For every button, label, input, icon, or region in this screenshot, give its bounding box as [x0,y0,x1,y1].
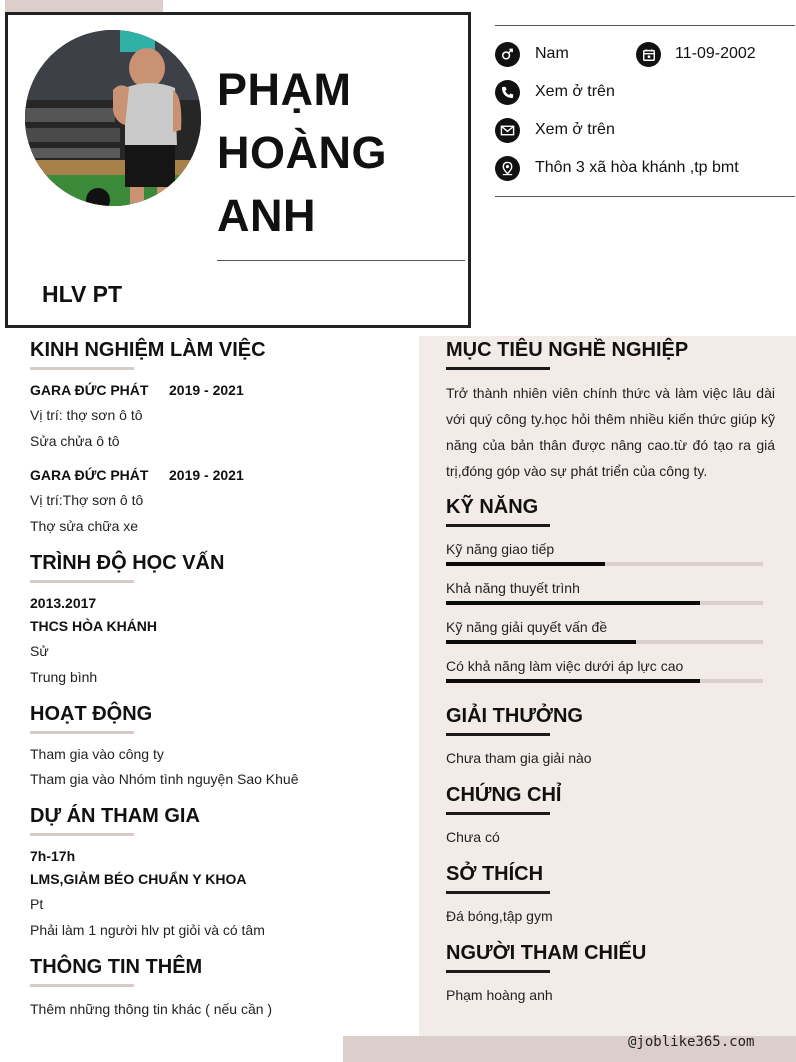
skills-underline [446,524,550,527]
education-major: Sử [30,643,49,659]
experience-1-position: Vị trí: thợ sơn ô tô [30,407,143,423]
skill-1-fill [446,562,605,566]
experience-2-period: 2019 - 2021 [169,467,244,483]
skill-1-label: Kỹ năng giao tiếp [446,541,555,557]
skill-4-label: Có khả năng làm việc dưới áp lực cao [446,658,684,674]
email-icon [495,118,520,143]
experience-1-period: 2019 - 2021 [169,382,244,398]
education-school: THCS HÒA KHÁNH [30,618,158,634]
hobbies-title: SỞ THÍCH [446,863,544,885]
certificates-title: CHỨNG CHỈ [446,784,562,806]
projects-underline [30,833,134,836]
email-value: Xem ở trên [535,121,615,138]
job-title: HLV PT [42,281,123,307]
location-icon [495,156,520,181]
contact-divider-bottom [495,196,795,197]
birthday-value: 11-09-2002 [675,45,756,62]
experience-1-description: Sửa chửa ô tô [30,433,120,449]
activity-item-1: Tham gia vào công ty [30,746,164,762]
project-role: Pt [30,896,44,912]
skill-4-bar [446,679,763,683]
experience-2-position: Vị trí:Thợ sơn ô tô [30,492,144,508]
projects-title: DỰ ÁN THAM GIA [30,805,200,827]
gender-icon [495,42,520,67]
additional-title: THÔNG TIN THÊM [30,956,203,978]
additional-text: Thêm những thông tin khác ( nếu cần ) [30,1001,273,1017]
education-underline [30,580,134,583]
activities-underline [30,731,134,734]
certificates-underline [446,812,550,815]
contact-divider-top [495,25,795,26]
name-divider [217,260,465,261]
phone-icon [495,80,520,105]
references-text: Phạm hoàng anh [446,987,553,1003]
experience-underline [30,367,134,370]
candidate-name [217,58,387,247]
experience-2-description: Thợ sửa chữa xe [30,518,139,534]
skill-4-fill [446,679,700,683]
objective-title: MỤC TIÊU NGHỀ NGHIỆP [446,339,689,361]
gender-value: Nam [535,45,569,62]
skill-2-fill [446,601,700,605]
calendar-icon [636,42,661,67]
certificates-text: Chưa có [446,829,500,845]
skill-1-bar [446,562,763,566]
profile-photo [25,30,201,206]
awards-title: GIẢI THƯỞNG [446,705,583,727]
address-value: Thôn 3 xã hòa khánh ,tp bmt [535,159,739,176]
name-line-2: HOÀNG [217,127,387,178]
experience-1-company: GARA ĐỨC PHÁT [30,382,149,398]
project-name: LMS,GIẢM BÉO CHUẨN Y KHOA [30,871,247,887]
experience-2-company: GARA ĐỨC PHÁT [30,467,149,483]
skill-3-fill [446,640,636,644]
name-line-3: ANH [217,190,316,241]
awards-text: Chưa tham gia giải nào [446,750,592,766]
project-description: Phải làm 1 người hlv pt giỏi và có tâm [30,922,265,938]
skill-3-bar [446,640,763,644]
objective-underline [446,367,550,370]
skill-3-label: Kỹ năng giải quyết vấn đề [446,619,608,635]
education-period: 2013.2017 [30,595,97,611]
gym-photo-illustration [25,30,201,206]
references-title: NGƯỜI THAM CHIẾU [446,942,647,964]
education-grade: Trung bình [30,669,98,685]
awards-underline [446,733,550,736]
phone-value: Xem ở trên [535,83,615,100]
skills-title: KỸ NĂNG [446,496,539,518]
hobbies-text: Đá bóng,tập gym [446,908,553,924]
additional-underline [30,984,134,987]
activities-title: HOẠT ĐỘNG [30,703,153,725]
skill-2-bar [446,601,763,605]
name-line-1: PHẠM [217,64,352,115]
experience-title: KINH NGHIỆM LÀM VIỆC [30,339,266,361]
footer-watermark: @joblike365.com [628,1034,755,1050]
skill-2-label: Khả năng thuyết trình [446,580,580,596]
activity-item-2: Tham gia vào Nhóm tình nguyện Sao Khuê [30,771,299,787]
project-time: 7h-17h [30,848,76,864]
references-underline [446,970,550,973]
education-title: TRÌNH ĐỘ HỌC VẤN [30,552,225,574]
objective-text: Trở thành nhiên viên chính thức và làm việc lâu dài với quý công ty.học hỏi thêm nhiều kiến thức giúp kỹ năng của bản thân được nâng cao.từ đó tạo ra giá trị,đóng góp vào sự phát triển của công ty. [446,385,775,479]
hobbies-underline [446,891,550,894]
